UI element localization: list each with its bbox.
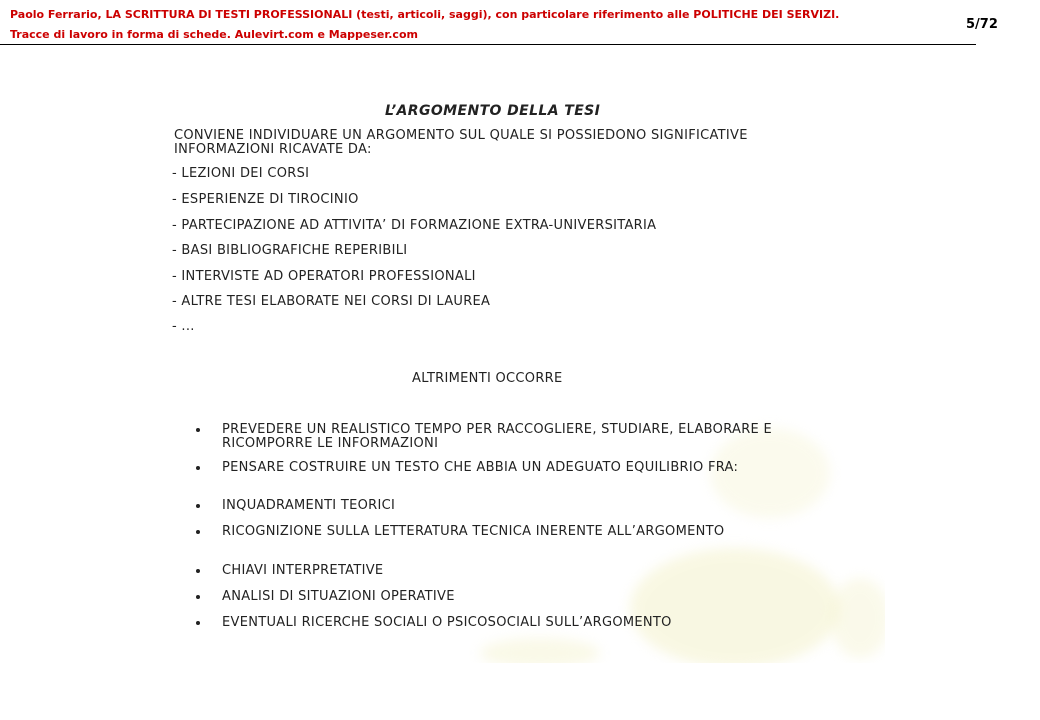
page-number: 5/72 [966, 17, 998, 32]
list-item: - ... [172, 319, 195, 334]
list-item: - LEZIONI DEI CORSI [172, 166, 310, 181]
bullet-item [196, 461, 836, 475]
scanned-page [150, 78, 885, 663]
bullet-text: RICOGNIZIONE SULLA LETTERATURA TECNICA INERENTE ALL’ARGOMENTO [222, 524, 725, 539]
bullet-icon [196, 504, 200, 508]
page-header [0, 0, 976, 45]
bullet-item [196, 564, 836, 578]
bullet-item [196, 499, 836, 513]
list-item: - BASI BIBLIOGRAFICHE REPERIBILI [172, 243, 408, 258]
list-item: - PARTECIPAZIONE AD ATTIVITA’ DI FORMAZIONE EXTRA-UNIVERSITARIA [172, 218, 657, 233]
bullet-text: ANALISI DI SITUAZIONI OPERATIVE [222, 589, 455, 604]
bullet-text: PREVEDERE UN REALISTICO TEMPO PER RACCOGLIERE, STUDIARE, ELABORARE E RICOMPORRE LE INFORMAZIONI [222, 422, 772, 451]
bullet-item [196, 423, 836, 451]
bullet-item [196, 525, 836, 539]
intro-paragraph: CONVIENE INDIVIDUARE UN ARGOMENTO SUL QUALE SI POSSIEDONO SIGNIFICATIVE INFORMAZIONI RICAVATE DA: [174, 128, 748, 157]
bullet-item [196, 616, 836, 630]
bullet-text: EVENTUALI RICERCHE SOCIALI O PSICOSOCIALI SULL’ARGOMENTO [222, 615, 672, 630]
header-title: Paolo Ferrario, LA SCRITTURA DI TESTI PROFESSIONALI (testi, articoli, saggi), con particolare riferimento alle POLITICHE DEI SERVIZI. [10, 8, 840, 21]
list-item: - ALTRE TESI ELABORATE NEI CORSI DI LAUREA [172, 294, 491, 309]
bullet-text: PENSARE COSTRUIRE UN TESTO CHE ABBIA UN ADEGUATO EQUILIBRIO FRA: [222, 460, 739, 475]
bullet-icon [196, 466, 200, 470]
section-subheading: ALTRIMENTI OCCORRE [412, 371, 563, 386]
bullet-icon [196, 595, 200, 599]
list-item: - ESPERIENZE DI TIROCINIO [172, 192, 359, 207]
bullet-icon [196, 428, 200, 432]
bullet-item [196, 590, 836, 604]
bullet-icon [196, 569, 200, 573]
bullet-icon [196, 621, 200, 625]
bullet-text: CHIAVI INTERPRETATIVE [222, 563, 384, 578]
document-title: L’ARGOMENTO DELLA TESI [385, 103, 601, 119]
header-subtitle: Tracce di lavoro in forma di schede. Aulevirt.com e Mappeser.com [10, 28, 418, 41]
list-item: - INTERVISTE AD OPERATORI PROFESSIONALI [172, 269, 476, 284]
bullet-text: INQUADRAMENTI TEORICI [222, 498, 396, 513]
bullet-icon [196, 530, 200, 534]
